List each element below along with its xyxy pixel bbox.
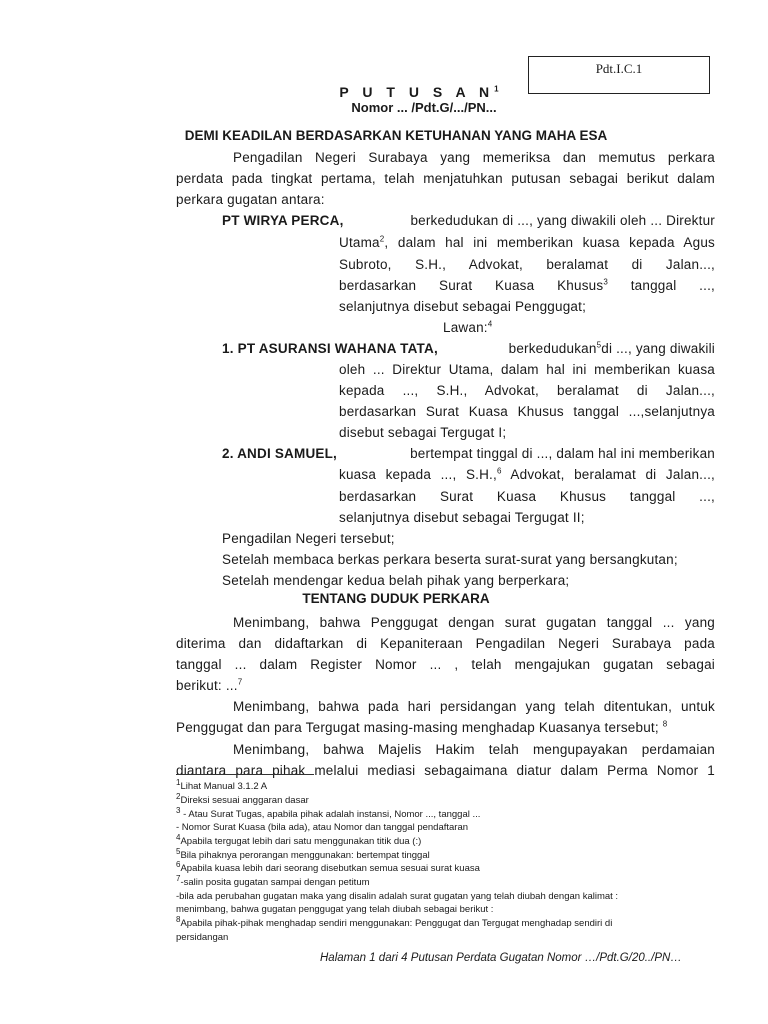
party-detail-line: Utama$^2$, dalam hal ini memberikan kuasa kepada Agus — [339, 234, 715, 250]
party-detail-line: berdasarkan Surat Kuasa Khusus$^3$ tanggal ..., — [339, 277, 715, 293]
party-name: 1. PT ASURANSI WAHANA TATA, — [222, 341, 438, 356]
party-detail-line: berdasarkan Surat Kuasa Khusus tanggal ...,selanjutnya — [339, 404, 715, 419]
party-tergugat-1: 1. PT ASURANSI WAHANA TATA, berkedudukan$^5$di ..., yang diwakili — [222, 340, 715, 356]
footnote: $^4$Apabila tergugat lebih dari satu menggunakan titik dua (:) — [176, 832, 422, 847]
party-detail-line: selanjutnya disebut sebagai Tergugat II; — [339, 510, 585, 525]
paragraph-line: diterima dan didaftarkan di Kepaniteraan Pengadilan Negeri Surabaya pada — [176, 636, 715, 651]
party-tergugat-2: 2. ANDI SAMUEL, bertempat tinggal di ..., dalam hal ini memberikan — [222, 446, 715, 461]
footnote-ref: 1 — [494, 84, 499, 94]
party-penggugat: PT WIRYA PERCA, berkedudukan di ..., yang diwakili oleh ... Direktur — [222, 213, 715, 228]
footnote: $^8$Apabila pihak-pihak menghadap sendiri menggunakan: Penggugat dan Tergugat menghadap sendiri di — [176, 914, 613, 929]
party-name: PT WIRYA PERCA, — [222, 213, 344, 228]
footnote-separator — [176, 774, 314, 775]
footnote: $^2$Direksi sesuai anggaran dasar — [176, 791, 309, 806]
party-detail-line: kepada ..., S.H., Advokat, beralamat di Jalan..., — [339, 383, 715, 398]
paragraph-line: Menimbang, bahwa pada hari persidangan yang telah ditentukan, untuk — [233, 699, 715, 714]
lawan-label: Lawan:$^4$ — [443, 319, 493, 335]
party-name: 2. ANDI SAMUEL, — [222, 446, 338, 461]
footnote: menimbang, bahwa gugatan penggugat yang telah diubah sebagai berikut : — [176, 904, 494, 915]
party-detail-line: berdasarkan Surat Kuasa Khusus tanggal ..., — [339, 489, 715, 504]
paragraph-line: Penggugat dan para Tergugat masing-masing menghadap Kuasanya tersebut; $^8$ — [176, 719, 668, 735]
intro-line: perkara gugatan antara: — [176, 192, 325, 207]
party-detail-line: Subroto, S.H., Advokat, beralamat di Jalan..., — [339, 257, 715, 272]
paragraph-line: Menimbang, bahwa Majelis Hakim telah mengupayakan perdamaian — [233, 742, 715, 757]
party-detail-line: disebut sebagai Tergugat I; — [339, 425, 507, 440]
footnote: $^7$-salin posita gugatan sampai dengan petitum — [176, 873, 370, 888]
party-detail-line: oleh ... Direktur Utama, dalam hal ini memberikan kuasa — [339, 362, 715, 377]
footnote: - Nomor Surat Kuasa (bila ada), atau Nomor dan tanggal pendaftaran — [176, 822, 469, 833]
footnote: $^5$Bila pihaknya perorangan menggunakan: bertempat tinggal — [176, 846, 430, 861]
footnote: -bila ada perubahan gugatan maka yang disalin adalah surat gugatan yang telah diubah dengan kalimat : — [176, 891, 619, 902]
party-detail-line: kuasa kepada ..., S.H.,$^6$ Advokat, beralamat di Jalan..., — [339, 466, 715, 482]
statement-line: Setelah mendengar kedua belah pihak yang berperkara; — [222, 573, 570, 588]
footnote: $^3$ - Atau Surat Tugas, apabila pihak adalah instansi, Nomor ..., tanggal ... — [176, 805, 481, 820]
footnote: $^1$Lihat Manual 3.1.2 A — [176, 777, 268, 792]
paragraph-line: Menimbang, bahwa Penggugat dengan surat gugatan tanggal ... yang — [233, 615, 715, 630]
document-title: P U T U S A $N^1$ — [339, 84, 499, 100]
paragraph-line: tanggal ... dalam Register Nomor ... , telah mengajukan gugatan sebagai — [176, 657, 715, 672]
footnote: persidangan — [176, 932, 229, 943]
case-number: Nomor ... /Pdt.G/.../PN... — [351, 100, 497, 115]
invocation-heading: DEMI KEADILAN BERDASARKAN KETUHANAN YANG MAHA ESA — [184, 128, 608, 143]
section-heading: TENTANG DUDUK PERKARA — [302, 591, 490, 606]
intro-line: perdata pada tingkat pertama, telah menjatuhkan putusan sebagai berikut dalam — [176, 171, 715, 186]
page-footer: Halaman 1 dari 4 Putusan Perdata Gugatan Nomor …/Pdt.G/20../PN… — [320, 952, 682, 964]
statement-line: Setelah membaca berkas perkara beserta surat-surat yang bersangkutan; — [222, 552, 678, 567]
intro-line: Pengadilan Negeri Surabaya yang memeriksa dan memutus perkara — [233, 150, 715, 165]
statement-line: Pengadilan Negeri tersebut; — [222, 531, 395, 546]
paragraph-line: berikut: ...$^7$ — [176, 677, 243, 693]
document-code-box: Pdt.I.C.1 — [528, 56, 710, 94]
paragraph-line: diantara para pihak melalui mediasi sebagaimana diatur dalam Perma Nomor 1 — [176, 763, 715, 778]
footnote: $^6$Apabila kuasa lebih dari seorang disebutkan semua sesuai surat kuasa — [176, 859, 480, 874]
party-detail-line: selanjutnya disebut sebagai Penggugat; — [339, 299, 587, 314]
